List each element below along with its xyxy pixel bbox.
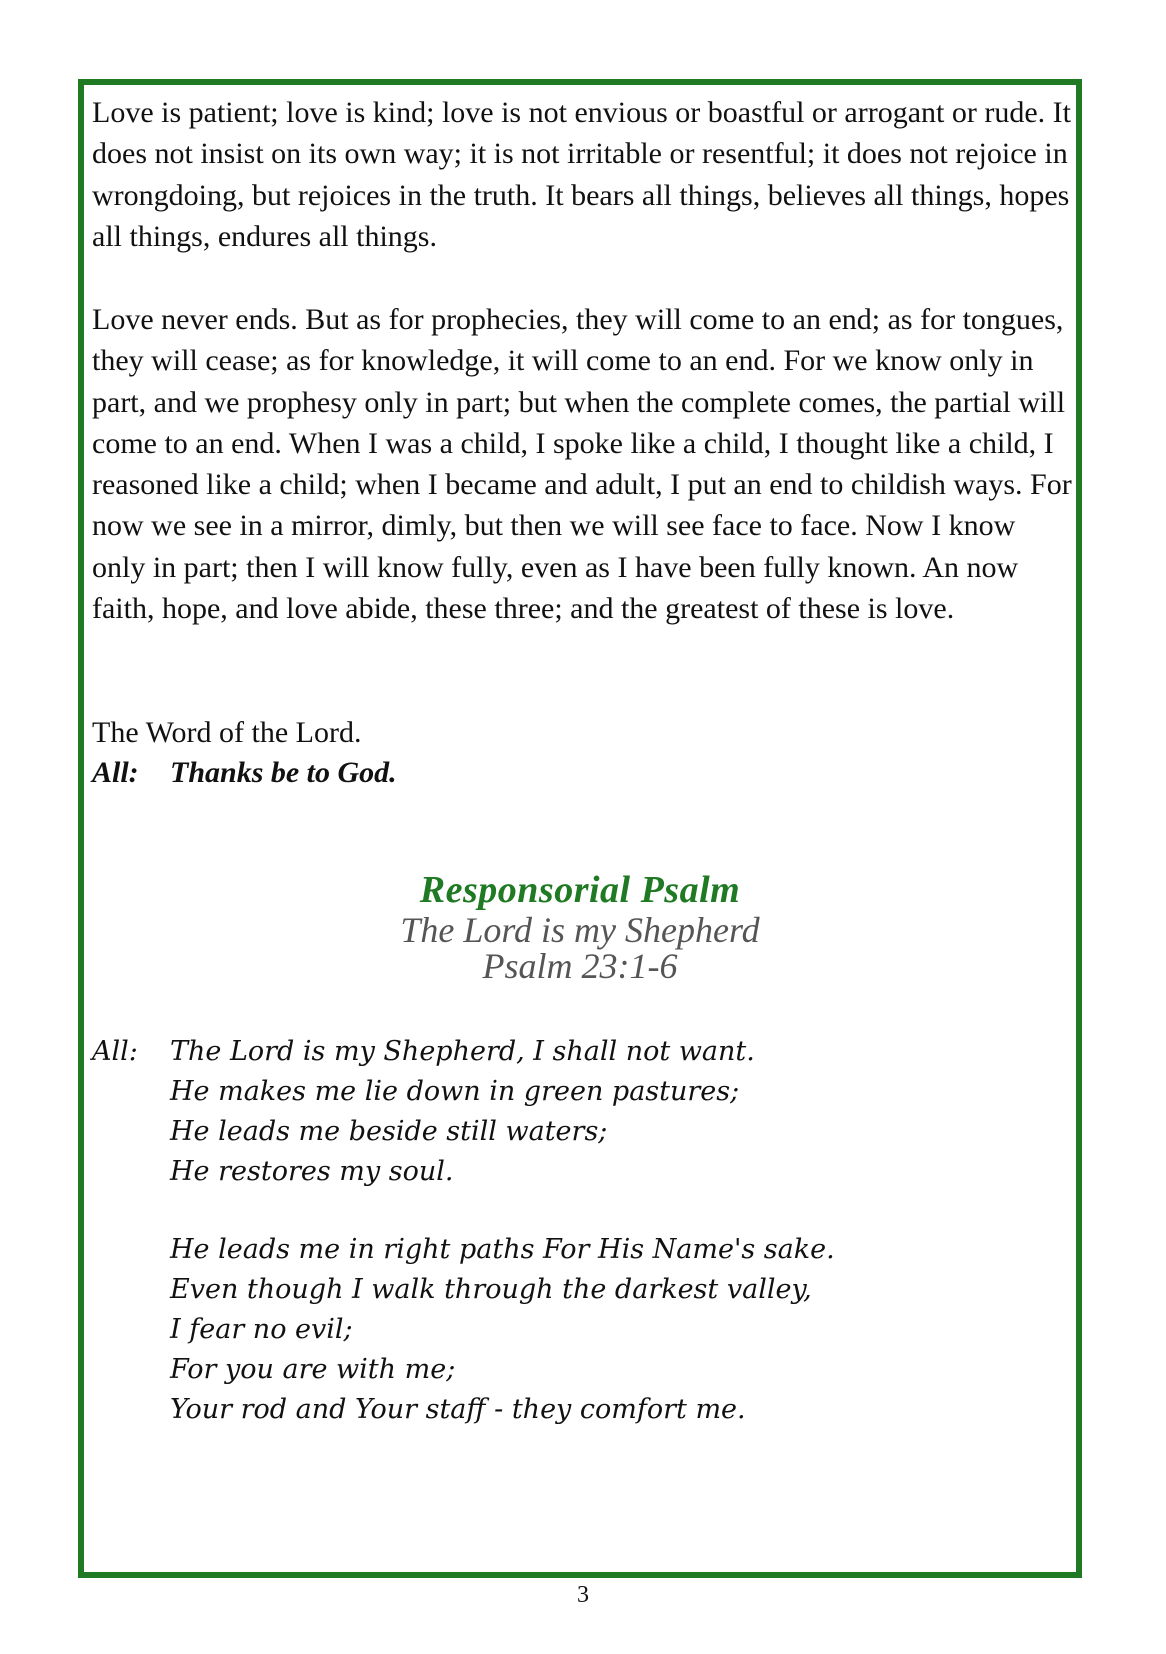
psalm-reference: Psalm 23:1-6 xyxy=(482,946,678,986)
psalm-line: He makes me lie down in green pastures; xyxy=(170,1076,740,1107)
reading-closing: The Word of the Lord. xyxy=(92,716,362,749)
psalm-line: He leads me beside still waters; xyxy=(170,1116,608,1147)
psalm-line: He restores my soul. xyxy=(170,1156,454,1187)
psalm-line: The Lord is my Shepherd, I shall not want. xyxy=(170,1036,755,1067)
psalm-stanza-2 xyxy=(92,1230,835,1430)
psalm-line: Even though I walk through the darkest valley, xyxy=(170,1274,812,1305)
psalm-line: For you are with me; xyxy=(170,1354,456,1385)
psalm-line: He leads me in right paths For His Name's sake. xyxy=(170,1234,835,1265)
congregation-response xyxy=(92,752,397,793)
reading-paragraph-1: Love is patient; love is kind; love is not envious or boastful or arrogant or rude. It does not insist on its own way; it is not irritable or resentful; it does not rejoice in wrongdoing, but rejoices in the truth. It bears all things, believes all things, hopes all things, endures all things. xyxy=(92,96,1071,253)
psalm-subtitle: The Lord is my Shepherd xyxy=(400,910,760,950)
psalm-label: All: xyxy=(92,1036,138,1067)
response-label: All: xyxy=(92,756,139,789)
psalm-line: I fear no evil; xyxy=(170,1314,353,1345)
response-text: Thanks be to God. xyxy=(170,756,397,789)
reading-paragraph-2: Love never ends. But as for prophecies, they will come to an end; as for tongues, they will cease; as for knowledge, it will come to an end. For we know only in part, and we prophesy only in part; but when the complete comes, the partial will come to an end. When I was a child, I spoke like a child, I thought like a child, I reasoned like a child; when I became and adult, I put an end to childish ways. For now we see in a mirror, dimly, but then we will see face to face. Now I know only in part; then I will know fully, even as I have been fully known. An now faith, hope, and love abide, these three; and the greatest of these is love. xyxy=(92,303,1072,626)
psalm-title: Responsorial Psalm xyxy=(419,869,741,911)
page-number: 3 xyxy=(577,1582,589,1608)
psalm-line: Your rod and Your staff - they comfort me. xyxy=(170,1394,746,1425)
psalm-stanza-1 xyxy=(92,1032,755,1192)
